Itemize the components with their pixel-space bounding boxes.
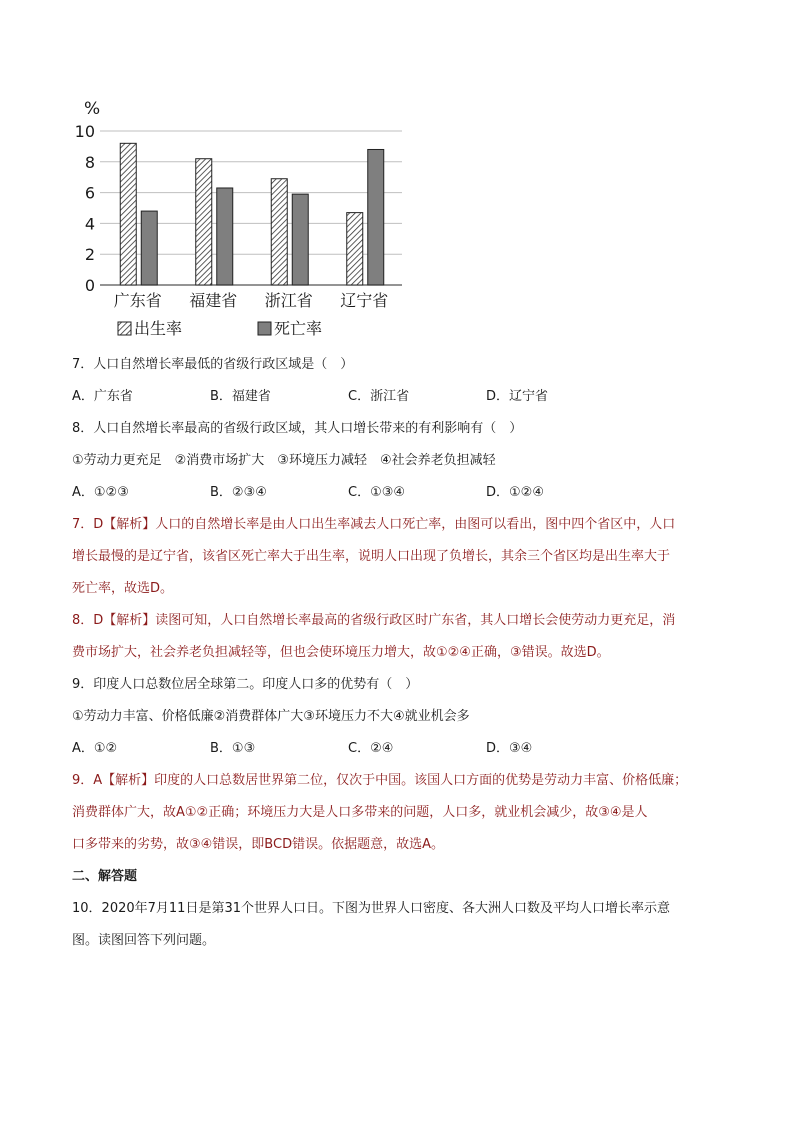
q7-option-c: C．浙江省 <box>348 389 410 404</box>
death-rate-bar-1 <box>141 211 157 285</box>
y-tick-label: 0 <box>84 276 95 295</box>
q7-option-b: B．福建省 <box>210 389 271 404</box>
death-rate-bar-3 <box>292 194 308 285</box>
birth-rate-bar-4 <box>347 213 363 285</box>
birth-rate-bar-3 <box>271 179 287 285</box>
y-axis-unit-label: % <box>84 99 101 119</box>
q9-option-a: A．①② <box>72 741 118 756</box>
chart-bars <box>120 143 384 285</box>
x-tick-label: 福建省 <box>189 291 238 310</box>
q9-option-b: B．①③ <box>210 741 256 756</box>
q8-option-a: A．①②③ <box>72 485 129 500</box>
question-7-stem: 7．人口自然增长率最低的省级行政区域是（ ） <box>72 357 354 372</box>
y-tick-label: 4 <box>84 214 95 234</box>
q7-option-a: A．广东省 <box>72 389 133 404</box>
q8-option-d: D．①②④ <box>486 485 544 500</box>
section-2-heading: 二、解答题 <box>72 869 138 884</box>
answer-7-line-1: 7．D【解析】人口的自然增长率是由人口出生率减去人口死亡率，由图可以看出，图中四个省区中，人口 <box>72 517 676 532</box>
birth-rate-bar-2 <box>196 159 212 285</box>
y-tick-label: 10 <box>74 122 95 141</box>
x-tick-label: 广东省 <box>113 291 162 310</box>
question-10-line-2: 图。读图回答下列问题。 <box>72 933 216 948</box>
answer-8-line-1: 8．D【解析】读图可知，人口自然增长率最高的省级行政区时广东省，其人口增长会使劳动力更充足，消 <box>72 613 676 628</box>
birth-rate-bar-1 <box>120 143 136 285</box>
answer-8-line-2: 费市场扩大，社会养老负担减轻等，但也会使环境压力增大，故①②④正确，③错误。故选D。 <box>72 645 610 660</box>
legend-label-death-rate: 死亡率 <box>274 319 323 338</box>
answer-9-line-2: 消费群体广大，故A①②正确；环境压力大是人口多带来的问题，人口多，就业机会减少，故③④是人 <box>72 805 648 820</box>
q9-option-d: D．③④ <box>486 741 533 756</box>
q9-option-c: C．②④ <box>348 741 394 756</box>
answer-7-line-3: 死亡率，故选D。 <box>72 581 174 596</box>
question-8-items: ①劳动力更充足 ②消费市场扩大 ③环境压力减轻 ④社会养老负担减轻 <box>72 453 496 468</box>
answer-9-line-1: 9．A【解析】印度的人口总数居世界第二位，仅次于中国。该国人口方面的优势是劳动力丰富、价格低廉； <box>72 773 688 788</box>
question-9-stem: 9．印度人口总数位居全球第二。印度人口多的优势有（ ） <box>72 677 419 692</box>
q8-option-b: B．②③④ <box>210 485 267 500</box>
answer-7-line-2: 增长最慢的是辽宁省，该省区死亡率大于出生率，说明人口出现了负增长，其余三个省区均是出生率大于 <box>72 549 671 564</box>
q8-option-c: C．①③④ <box>348 485 406 500</box>
death-rate-bar-2 <box>217 188 233 285</box>
death-rate-bar-4 <box>368 149 384 285</box>
x-axis-tick-labels <box>114 291 389 310</box>
y-tick-label: 8 <box>84 152 95 172</box>
question-9-items: ①劳动力丰富、价格低廉②消费群体广大③环境压力不大④就业机会多 <box>72 709 470 724</box>
question-8-stem: 8．人口自然增长率最高的省级行政区域，其人口增长带来的有利影响有（ ） <box>72 421 523 436</box>
question-10-line-1: 10．2020年7月11日是第31个世界人口日。下图为世界人口密度、各大洲人口数及平均人口增长率示意 <box>72 901 670 916</box>
legend-swatch-death-rate <box>258 322 271 335</box>
y-axis-tick-labels <box>75 122 95 295</box>
chart-legend <box>118 319 322 338</box>
q7-option-d: D．辽宁省 <box>486 389 549 404</box>
legend-label-birth-rate: 出生率 <box>134 319 183 338</box>
legend-swatch-birth-rate <box>118 322 131 335</box>
answer-9-line-3: 口多带来的劣势，故③④错误，即BCD错误。依据题意，故选A。 <box>72 837 444 852</box>
y-tick-label: 2 <box>84 245 95 265</box>
x-tick-label: 浙江省 <box>264 291 313 310</box>
x-tick-label: 辽宁省 <box>340 291 389 310</box>
birth-death-rate-bar-chart <box>70 96 410 346</box>
y-tick-label: 6 <box>84 183 95 203</box>
